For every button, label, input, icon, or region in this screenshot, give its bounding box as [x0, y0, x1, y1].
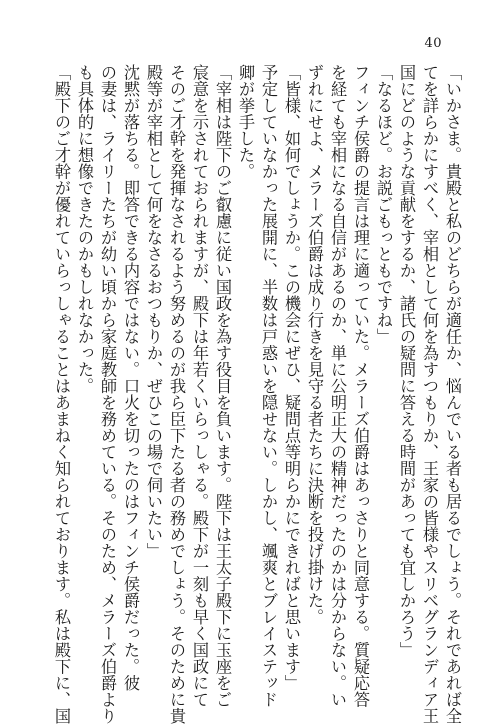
text-line: 「宰相は陛下のご叡慮に従い国政を為す役目を負います。陛下は王太子殿下に玉座をご [213, 64, 232, 708]
text-line: フィンチ侯爵の提言は理に適っていた。メラーズ伯爵はあっさりと同意する。質疑応答 [351, 64, 370, 708]
text-line: そのご才幹を発揮なされるよう努めるのが我ら臣下たる者の務めでしょう。そのために貴 [167, 64, 186, 724]
text-line: を経ても宰相になる自信があるのか、単に公明正大の精神だったのかは分からない。い [328, 64, 347, 708]
page-number: 40 [424, 36, 442, 51]
text-line: 「いかさま。貴殿と私のどちらが適任か、悩んでいる者も居るでしょう。それであれば全 [443, 64, 462, 724]
text-line: 殿等が宰相として何をなさるおつもりか、ぜひこの場で伺いたい」 [144, 64, 163, 559]
text-line: 卿が挙手した。 [236, 64, 255, 180]
body-text [32, 64, 464, 724]
text-line: 「殿下のご才幹が優れていらっしゃることはあまねく知られております。私は殿下に、国 [52, 64, 71, 724]
text-line: 「皆様、如何でしょうか。この機会にぜひ、疑問点等明らかにできればと思います」 [282, 64, 301, 691]
text-line: も具体的に想像できたのかもしれなかった。 [75, 64, 94, 394]
text-line: 宸意を示されておられますが、殿下は年若くいらっしゃる。殿下が一刻も早く国政にて [190, 64, 209, 708]
text-line: 予定していなかった展開に、半数は戸惑いを隠せない。しかし、颯爽とブレイステッド [259, 64, 278, 708]
text-line: 沈黙が落ちる。即答できる内容ではない。口火を切ったのはフィンチ侯爵だった。彼 [121, 64, 140, 691]
text-line: 「なるほど。お説ごもっともですね」 [374, 64, 393, 345]
text-line: ずれにせよ、メラーズ伯爵は成り行きを見守る者たちに決断を投げ掛けた。 [305, 64, 324, 625]
text-line: てを詳らかにすべく、宰相として何を為すつもりか、王家の皆様やスリベグランディア王 [420, 64, 439, 724]
text-line: の妻は、ライリーたちが幼い頃から家庭教師を務めている。そのため、メラーズ伯爵より [98, 64, 117, 724]
text-line: 国にどのような貢献をするか、諸氏の疑問に答える時間があっても宜しかろう」 [397, 64, 416, 658]
